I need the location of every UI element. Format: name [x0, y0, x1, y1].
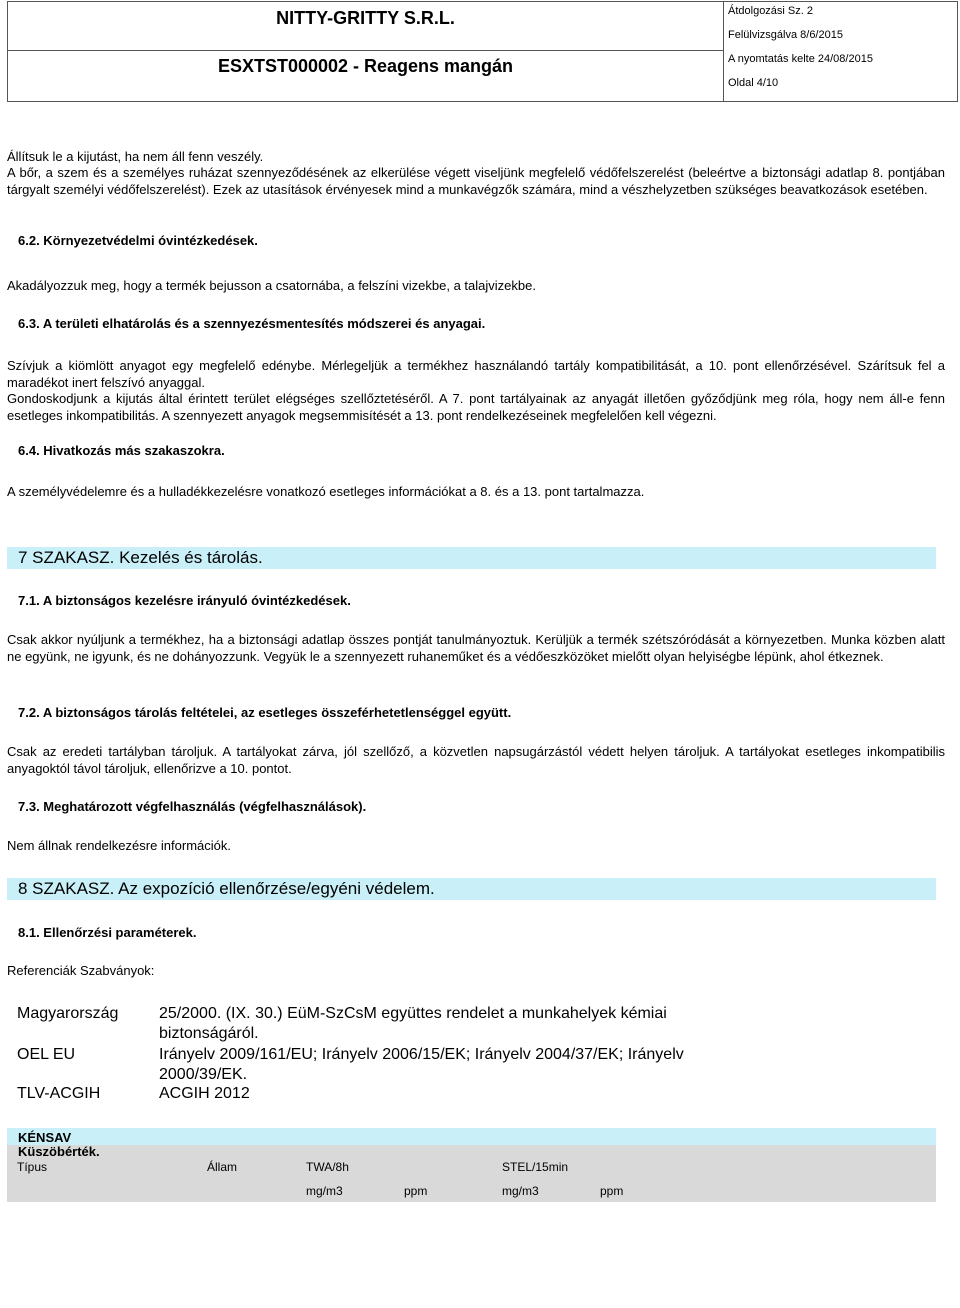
substance-name: KÉNSAV: [18, 1130, 72, 1145]
unit-twa-ppm: ppm: [404, 1184, 428, 1198]
paragraph-6-3a: Szívjuk a kiömlött anyagot egy megfelelő edénybe. Mérlegeljük a termékhez használandó tartály kompatibilitását, a 10. pont ellenőrzésével. Szárítsuk fel a maradékot inert felszívó anyaggal.: [7, 358, 945, 390]
heading-6-4: 6.4. Hivatkozás más szakaszokra.: [18, 443, 225, 458]
standard-ref-hu: 25/2000. (IX. 30.) EüM-SzCsM együttes rendelet a munkahelyek kémiai biztonságáról.: [159, 1005, 667, 1042]
heading-6-3: 6.3. A területi elhatárolás és a szennyezésmentesítés módszerei és anyagai.: [18, 316, 486, 331]
col-twa: TWA/8h: [306, 1160, 349, 1174]
heading-6-2: 6.2. Környezetvédelmi óvintézkedések.: [18, 233, 258, 248]
table-header-bg: [7, 1145, 936, 1202]
heading-7-2: 7.2. A biztonságos tárolás feltételei, az esetleges összeférhetetlenséggel együtt.: [18, 705, 512, 720]
heading-8-1: 8.1. Ellenőrzési paraméterek.: [18, 925, 197, 940]
col-type: Típus: [17, 1160, 48, 1174]
header-right: [724, 2, 957, 101]
paragraph-references: Referenciák Szabványok:: [7, 963, 155, 978]
product-name: ESXTST000002 - Reagens mangán: [217, 56, 514, 76]
standard-country-eu: OEL EU: [17, 1046, 76, 1063]
standard-country-acgih: TLV-ACGIH: [17, 1085, 101, 1102]
standard-country-hu: Magyarország: [17, 1005, 119, 1022]
section-7-title: 7 SZAKASZ. Kezelés és tárolás.: [18, 548, 263, 567]
unit-stel-ppm: ppm: [600, 1184, 624, 1198]
revision-number: Átdolgozási Sz. 2: [728, 5, 813, 17]
page-number: Oldal 4/10: [728, 77, 779, 89]
heading-7-3: 7.3. Meghatározott végfelhasználás (végfelhasználások).: [18, 799, 367, 814]
paragraph-7-1: Csak akkor nyúljunk a termékhez, ha a biztonsági adatlap összes pontját tanulmányoztuk. Kerüljük a termék szétszóródását a környezetben. Munka közben alatt ne együnk, ne igyunk, és ne dohányozzunk. Vegyük le a szennyezett ruhaneműket és a védőeszközöket mielőtt olyan helyiségbe lépünk, ahol étkeznek.: [7, 632, 945, 664]
review-date: Felülvizsgálva 8/6/2015: [728, 29, 843, 41]
col-stel: STEL/15min: [502, 1160, 569, 1174]
paragraph-6-2: Akadályozzuk meg, hogy a termék bejusson a csatornába, a felszíni vizekbe, a talajvizekbe.: [7, 278, 536, 293]
unit-twa-mg: mg/m3: [306, 1184, 343, 1198]
standard-ref-eu: Irányelv 2009/161/EU; Irányelv 2006/15/EK; Irányelv 2004/37/EK; Irányelv 2000/39/EK.: [159, 1046, 684, 1083]
header-divider: [8, 50, 723, 51]
document-header: [7, 1, 958, 102]
paragraph-6-4: A személyvédelemre és a hulladékkezelésre vonatkozó esetleges információkat a 8. és a 13. pont tartalmazza.: [7, 484, 645, 499]
substance-band: [7, 1128, 936, 1145]
print-date: A nyomtatás kelte 24/08/2015: [728, 53, 873, 65]
company-name: NITTY-GRITTY S.R.L.: [276, 8, 455, 28]
unit-stel-mg: mg/m3: [502, 1184, 539, 1198]
header-left: [8, 2, 723, 101]
col-state: Állam: [207, 1160, 238, 1174]
section-8-title: 8 SZAKASZ. Az expozíció ellenőrzése/egyéni védelem.: [18, 879, 435, 898]
heading-7-1: 7.1. A biztonságos kezelésre irányuló óvintézkedések.: [18, 593, 351, 608]
standard-ref-acgih: ACGIH 2012: [159, 1085, 250, 1102]
paragraph-stop-leak: Állítsuk le a kijutást, ha nem áll fenn veszély.: [7, 149, 264, 164]
table-subtitle: Küszöbérték.: [18, 1144, 100, 1159]
paragraph-7-3: Nem állnak rendelkezésre információk.: [7, 838, 231, 853]
paragraph-ppe: A bőr, a szem és a személyes ruházat szennyeződésének az elkerülése végett viseljünk megfelelő védőfelszerelést (beleértve a biztonsági adatlap 8. pontjában tárgyalt személyi védőfelszerelést). Ezek az utasítások érvényesek mind a munkavégzők számára, mind a vészhelyzetben szükséges beavatkozások esetében.: [7, 165, 945, 197]
paragraph-7-2: Csak az eredeti tartályban tároljuk. A tartályokat zárva, jól szellőző, a közvetlen napsugárzástól védett helyen tároljuk. A tartályokat esetleges inkompatibilis anyagoktól távol tároljuk, ellenőrizve a 10. pontot.: [7, 744, 945, 776]
paragraph-6-3b: Gondoskodjunk a kijutás által érintett terület elégséges szellőztetéséről. A 7. pont tartályainak az anyagát illetően győződjünk meg róla, hogy nem áll-e fenn esetleges inkompatibilitás. A szennyezett anyagok megsemmisítését a 13. pont rendelkezéseinek megfelelően kell végezni.: [7, 391, 945, 423]
